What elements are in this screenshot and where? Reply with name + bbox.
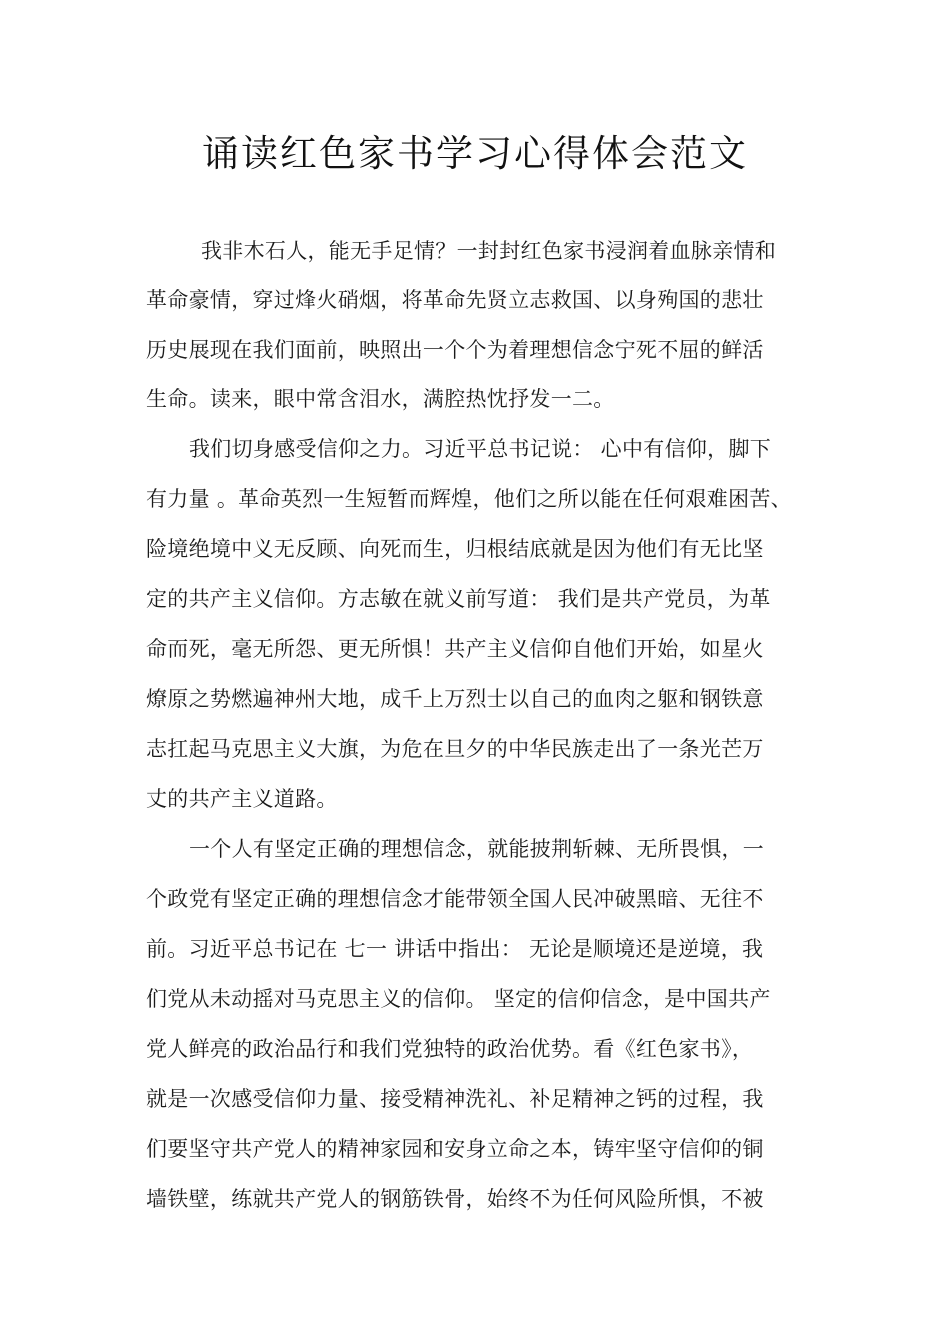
paragraph-line: 有力量 。革命英烈一生短暂而辉煌，他们之所以能在任何艰难困苦、	[146, 487, 792, 511]
paragraph-line: 命而死，毫无所怨、更无所惧！共产主义信仰自他们开始，如星火	[146, 637, 764, 661]
paragraph-line: 我非木石人，能无手足情？一封封红色家书浸润着血脉亲情和	[201, 239, 777, 263]
paragraph-line: 就是一次感受信仰力量、接受精神洗礼、补足精神之钙的过程，我	[146, 1087, 764, 1111]
paragraph-line: 们党从未动摇对马克思主义的信仰。 坚定的信仰信念，是中国共产	[146, 987, 771, 1011]
document-title: 诵读红色家书学习心得体会范文	[202, 132, 748, 175]
paragraph-line: 险境绝境中义无反顾、向死而生，归根结底就是因为他们有无比坚	[146, 537, 764, 561]
paragraph-line: 定的共产主义信仰。方志敏在就义前写道： 我们是共产党员，为革	[146, 587, 771, 611]
paragraph-line: 一个人有坚定正确的理想信念，就能披荆斩棘、无所畏惧，一	[189, 837, 765, 861]
paragraph-line: 志扛起马克思主义大旗，为危在旦夕的中华民族走出了一条光芒万	[146, 737, 764, 761]
paragraph-line: 个政党有坚定正确的理想信念才能带领全国人民冲破黑暗、无往不	[146, 887, 764, 911]
paragraph-line: 党人鲜亮的政治品行和我们党独特的政治优势。看《红色家书》，	[146, 1037, 754, 1061]
paragraph-line: 革命豪情，穿过烽火硝烟，将革命先贤立志救国、以身殉国的悲壮	[146, 288, 764, 312]
paragraph-line: 们要坚守共产党人的精神家园和安身立命之本，铸牢坚守信仰的铜	[146, 1137, 764, 1161]
paragraph-line: 丈的共产主义道路。	[146, 787, 338, 811]
paragraph-line: 我们切身感受信仰之力。习近平总书记说： 心中有信仰，脚下	[189, 437, 772, 461]
paragraph-line: 前。习近平总书记在 七一 讲话中指出： 无论是顺境还是逆境，我	[146, 937, 764, 961]
paragraph-line: 燎原之势燃遍神州大地，成千上万烈士以自己的血肉之躯和钢铁意	[146, 687, 764, 711]
paragraph-line: 生命。读来，眼中常含泪水，满腔热忱抒发一二。	[146, 387, 615, 411]
paragraph-line: 墙铁壁，练就共产党人的钢筋铁骨，始终不为任何风险所惧，不被	[146, 1187, 764, 1211]
paragraph-line: 历史展现在我们面前，映照出一个个为着理想信念宁死不屈的鲜活	[146, 338, 764, 362]
